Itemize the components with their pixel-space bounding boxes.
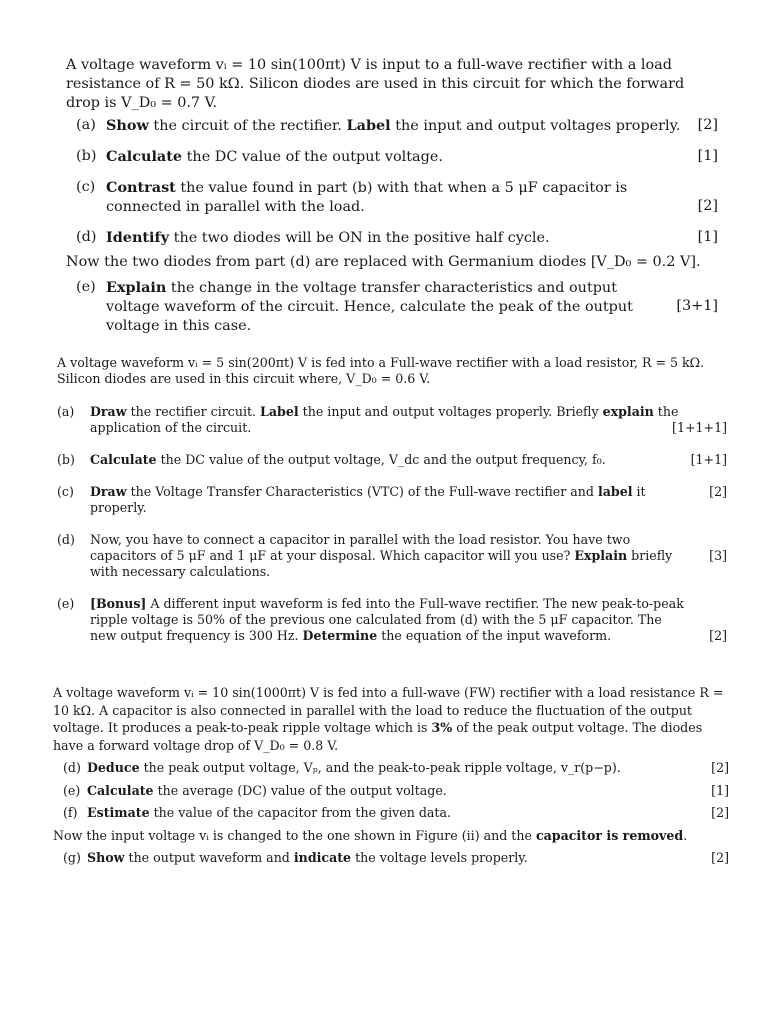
part-mark: [1] [711,782,729,798]
part-text: the DC value of the output voltage, V_dc and the output frequency, f₀. [156,452,606,467]
part-text-3: the application of the circuit. [90,404,679,435]
part-verb-2: Explain [574,548,628,563]
part-text: the average (DC) value of the output voltage. [153,782,447,798]
part-mark: [2] [711,850,729,865]
question-3-part-d [63,759,729,777]
question-1-middle-text: Now the two diodes from part (d) are replaced with Germanium diodes [V_D₀ = 0.2 V]. [66,254,701,270]
part-label: (e) [63,782,81,798]
question-block-2 [57,355,727,644]
part-label: (e) [57,596,75,611]
part-verb: Estimate [87,805,150,820]
question-1-part-a [76,116,718,136]
part-mark: [2] [697,117,718,133]
part-label: (b) [57,452,75,467]
part-text-2: briefly with necessary calculations. [90,548,673,579]
part-text: A different input waveform is fed into the Full-wave rectifier. The new peak-to-peak ripple voltage is 50% of the previous one calculated from (d) with the 5 μF capacitor. The new output frequency is 300 Hz. [90,596,684,643]
part-text: the Voltage Transfer Characteristics (VTC) of the Full-wave rectifier and [126,484,598,499]
middle-bold-text: capacitor is removed [535,827,684,843]
part-mark: [3] [709,548,727,563]
part-mark: [2] [709,628,727,643]
part-text-2: it properly. [90,484,646,515]
part-verb: Show [106,117,149,134]
part-verb: Show [87,850,125,865]
part-verb: Calculate [87,782,154,798]
intro-text-2: of the peak output voltage. The diodes have a forward voltage drop of V_D₀ = 0.8 V. [53,720,703,753]
part-verb-3: explain [602,404,654,419]
part-label: (d) [76,229,97,245]
part-label: (g) [63,850,81,865]
part-text: Now, you have to connect a capacitor in parallel with the load resistor. You have two capacitors of 5 μF and 1 μF at your disposal. Which capacitor will you use? [90,532,631,563]
question-3-part-g [63,849,729,867]
part-verb: Deduce [87,760,140,775]
question-block-1 [66,56,718,336]
part-label: (a) [57,404,75,419]
part-label: (d) [63,760,81,775]
part-verb-2: Determine [302,628,378,643]
part-text: the change in the voltage transfer characteristics and output voltage waveform of the circuit. Hence, calculate the peak of the output voltage in this case. [106,280,633,334]
part-label: (c) [76,179,96,195]
part-mark: [1] [697,229,718,245]
part-text: the DC value of the output voltage. [182,149,443,165]
part-mark: [2] [697,198,718,214]
part-text-2: the voltage levels properly. [351,850,528,865]
part-text-2: the input and output voltages properly. [390,118,681,134]
part-text: the rectifier circuit. [126,404,261,419]
question-2-part-b [57,452,727,468]
question-1-part-e [76,278,718,336]
part-text: the value found in part (b) with that when a 5 μF capacitor is connected in parallel with the load. [106,180,628,215]
part-mark: [2] [711,760,729,775]
part-label: (a) [76,117,96,133]
part-mark: [1] [697,148,718,164]
question-2-part-d [57,532,727,580]
question-1-part-b [76,147,718,167]
part-label: (f) [63,805,78,820]
part-verb: Draw [90,404,127,419]
part-text: the circuit of the rectifier. [148,118,347,134]
part-verb: Draw [90,484,127,499]
question-1-part-d [76,228,718,248]
part-verb: Contrast [106,179,176,196]
question-3-part-e [63,782,729,800]
part-mark: [1+1+1] [672,420,727,435]
part-verb: [Bonus] [90,596,147,611]
part-verb-2: label [597,484,633,499]
question-3-middle-text [53,827,729,845]
intro-text: A voltage waveform vᵢ = 10 sin(1000πt) V is fed into a full-wave (FW) rectifier with a load resistance R = 10 kΩ. A capacitor is also connected in parallel with the load to reduce the fluctuation of the output voltage. It produces a peak-to-peak ripple voltage which is [53,685,724,735]
question-3-intro [53,684,729,754]
question-block-3 [53,684,729,867]
question-2-part-a [57,404,727,436]
part-verb-2: Label [346,117,391,134]
part-text-2: the equation of the input waveform. [377,628,612,643]
question-2-intro: A voltage waveform vᵢ = 5 sin(200πt) V is fed into a Full-wave rectifier with a load resistor, R = 5 kΩ. Silicon diodes are used in this circuit where, V_D₀ = 0.6 V. [57,355,705,386]
part-verb-2: Label [260,404,299,419]
question-3-part-f [63,804,729,822]
part-verb: Explain [106,279,167,296]
part-text: the peak output voltage, Vₚ, and the peak-to-peak ripple voltage, v_r(p−p). [139,760,621,775]
part-verb-2: indicate [293,850,352,865]
question-1-intro: A voltage waveform vᵢ = 10 sin(100πt) V is input to a full-wave rectifier with a load resistance of R = 50 kΩ. Silicon diodes are used in this circuit for which the forward drop is V_D₀ = 0.7 V. [66,57,685,111]
part-text: the output waveform and [124,850,294,865]
question-2-part-e [57,596,727,644]
part-text: the value of the capacitor from the given data. [149,805,451,820]
middle-text-2: . [683,827,688,843]
part-mark: [2] [711,805,729,820]
part-mark: [3+1] [676,298,718,314]
part-text: the two diodes will be ON in the positive half cycle. [169,230,550,246]
part-label: (c) [57,484,74,499]
intro-bold-percent: 3% [431,720,453,735]
question-1-part-c [76,178,718,217]
part-label: (e) [76,279,96,295]
part-label: (d) [57,532,75,547]
question-2-part-c [57,484,727,516]
part-label: (b) [76,148,97,164]
part-verb: Calculate [90,452,157,467]
part-verb: Identify [106,229,170,246]
part-text-2: the input and output voltages properly. Briefly [298,404,603,419]
middle-text: Now the input voltage vᵢ is changed to the one shown in Figure (ii) and the [53,827,536,843]
part-mark: [1+1] [690,452,727,467]
part-verb: Calculate [106,148,183,165]
part-mark: [2] [709,484,727,499]
